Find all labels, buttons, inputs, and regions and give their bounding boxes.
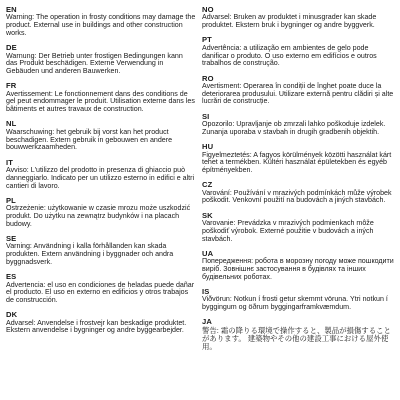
warning-text: Warnung: Der Betrieb unter frostigen Bedingungen kann das Produkt beschädigen. Externe Verwendung in Gebäuden und anderen Bauwerken. <box>6 51 183 76</box>
lang-block-ro <box>202 75 394 107</box>
lang-code: PL <box>6 195 16 205</box>
warning-text: Warning: The operation in frosty conditions may damage the product. External use in buildings and other construction works. <box>6 13 196 37</box>
lang-block-cz <box>202 181 394 205</box>
warning-text: Varovanie: Prevádzka v mrazivých podmienkach môže poškodiť výrobok. Externé použitie v budovách a iných stavbách. <box>202 219 374 243</box>
lang-block-dk <box>6 311 196 335</box>
lang-block-en <box>6 6 196 38</box>
warning-text: Varning: Användning i kalla förhållanden kan skada produkten. Extern användning i byggnader och andra byggnadsverk. <box>6 242 174 266</box>
lang-code: IS <box>202 287 210 296</box>
lang-code: SI <box>202 111 210 121</box>
warning-text: Waarschuwing: het gebruik bij vorst kan het product beschadigen. Extern gebruik in gebouwen en andere bouwwerkzaamheden. <box>6 127 173 152</box>
lang-block-es <box>6 273 196 305</box>
lang-block-si <box>202 113 394 137</box>
lang-code: UA <box>202 248 214 258</box>
lang-block-no <box>202 6 394 30</box>
lang-block-fr <box>6 82 196 114</box>
warning-text: Avertissement: Le fonctionnement dans des conditions de gel peut endommager le produit. Utilisation externe dans les bâtiments et autres travaux de construction. <box>6 89 195 114</box>
warning-text: Advertencia: el uso en condiciones de heladas puede dañar el producto. El uso en externo en edificios y otros trabajos de construcción. <box>6 280 195 304</box>
lang-block-ja <box>202 318 394 351</box>
lang-code: EN <box>6 5 17 14</box>
warning-text: Avertisment: Operarea în condiții de înghet poate duce la deteriorarea produsului. Utilizare externă pentru clădiri și alte lucrări de construcție. <box>202 81 394 106</box>
lang-block-se <box>6 235 196 267</box>
lang-code: RO <box>202 73 214 83</box>
lang-code: ES <box>6 272 17 282</box>
left-column <box>6 6 196 400</box>
lang-block-ua <box>202 250 394 282</box>
warning-text: Avviso: L'utilizzo del prodotto in presenza di ghiaccio può danneggiarlo. Indicato per un utilizzo esterno in edifici e altri cantieri di lavoro. <box>6 166 195 190</box>
right-column <box>202 6 394 400</box>
warning-text: Viðvörun: Notkun í frosti getur skemmt vöruna. Ytri notkun í byggingum og öðrum byggingarframkvæmdum. <box>202 295 388 312</box>
lang-block-de <box>6 44 196 76</box>
lang-block-hu <box>202 143 394 175</box>
lang-code: NO <box>202 5 214 14</box>
lang-code: PT <box>202 35 212 45</box>
lang-code: SE <box>6 233 17 243</box>
lang-block-pt <box>202 36 394 68</box>
warning-text: 警告: 霜の降りる環境で操作すると、製品が損傷することがあります。 建築物やその他の建設工事における屋外使用。 <box>202 325 391 352</box>
warning-text: Ostrzeżenie: użytkowanie w czasie mrozu może uszkodzić produkt. Do użytku na zewnątrz budynków i na placach budowy. <box>6 204 191 228</box>
lang-block-it <box>6 159 196 191</box>
lang-block-sk <box>202 212 394 244</box>
lang-code: HU <box>202 142 214 152</box>
lang-code: FR <box>6 81 17 91</box>
warning-text: Opozorilo: Upravljanje ob zmrzali lahko poškoduje izdelek. Zunanja uporaba v stavbah in drugih gradbenih objektih. <box>202 120 386 136</box>
warning-text: Advertência: a utilização em ambientes de gelo pode danificar o produto. O uso externo em edifícios e outros trabalhos de construção. <box>202 43 377 68</box>
lang-block-pl <box>6 197 196 229</box>
warning-text: Advarsel: Anvendelse i frostvejr kan beskadige produktet. Ekstern anvendelse i bygninger og andre byggearbejder. <box>6 318 187 335</box>
lang-code: JA <box>202 317 212 327</box>
warning-text: Advarsel: Bruken av produktet i minusgrader kan skade produktet. Ekstern bruk i bygninger og andre byggverk. <box>202 13 377 30</box>
lang-code: DE <box>6 43 17 53</box>
warning-text: Varování: Používání v mrazivých podmínkách může výrobek poškodit. Venkovní použití na budovách a jiných stavbách. <box>202 188 392 205</box>
warning-text: Figyelmeztetés: A fagyos körülmények közötti használat kárt tehet a termékben. Kültéri használat épületekben és egyéb építményekben. <box>202 150 392 175</box>
lang-code: CZ <box>202 180 213 190</box>
lang-code: IT <box>6 157 13 167</box>
lang-code: SK <box>202 210 213 220</box>
warning-text: Попередження: робота в морозну погоду може пошкодити виріб. Зовнішнє застосування в будівлях та інших будівельних роботах. <box>202 257 394 281</box>
lang-block-nl <box>6 120 196 152</box>
lang-block-is <box>202 288 394 312</box>
lang-code: NL <box>6 119 17 129</box>
lang-code: DK <box>6 310 18 320</box>
